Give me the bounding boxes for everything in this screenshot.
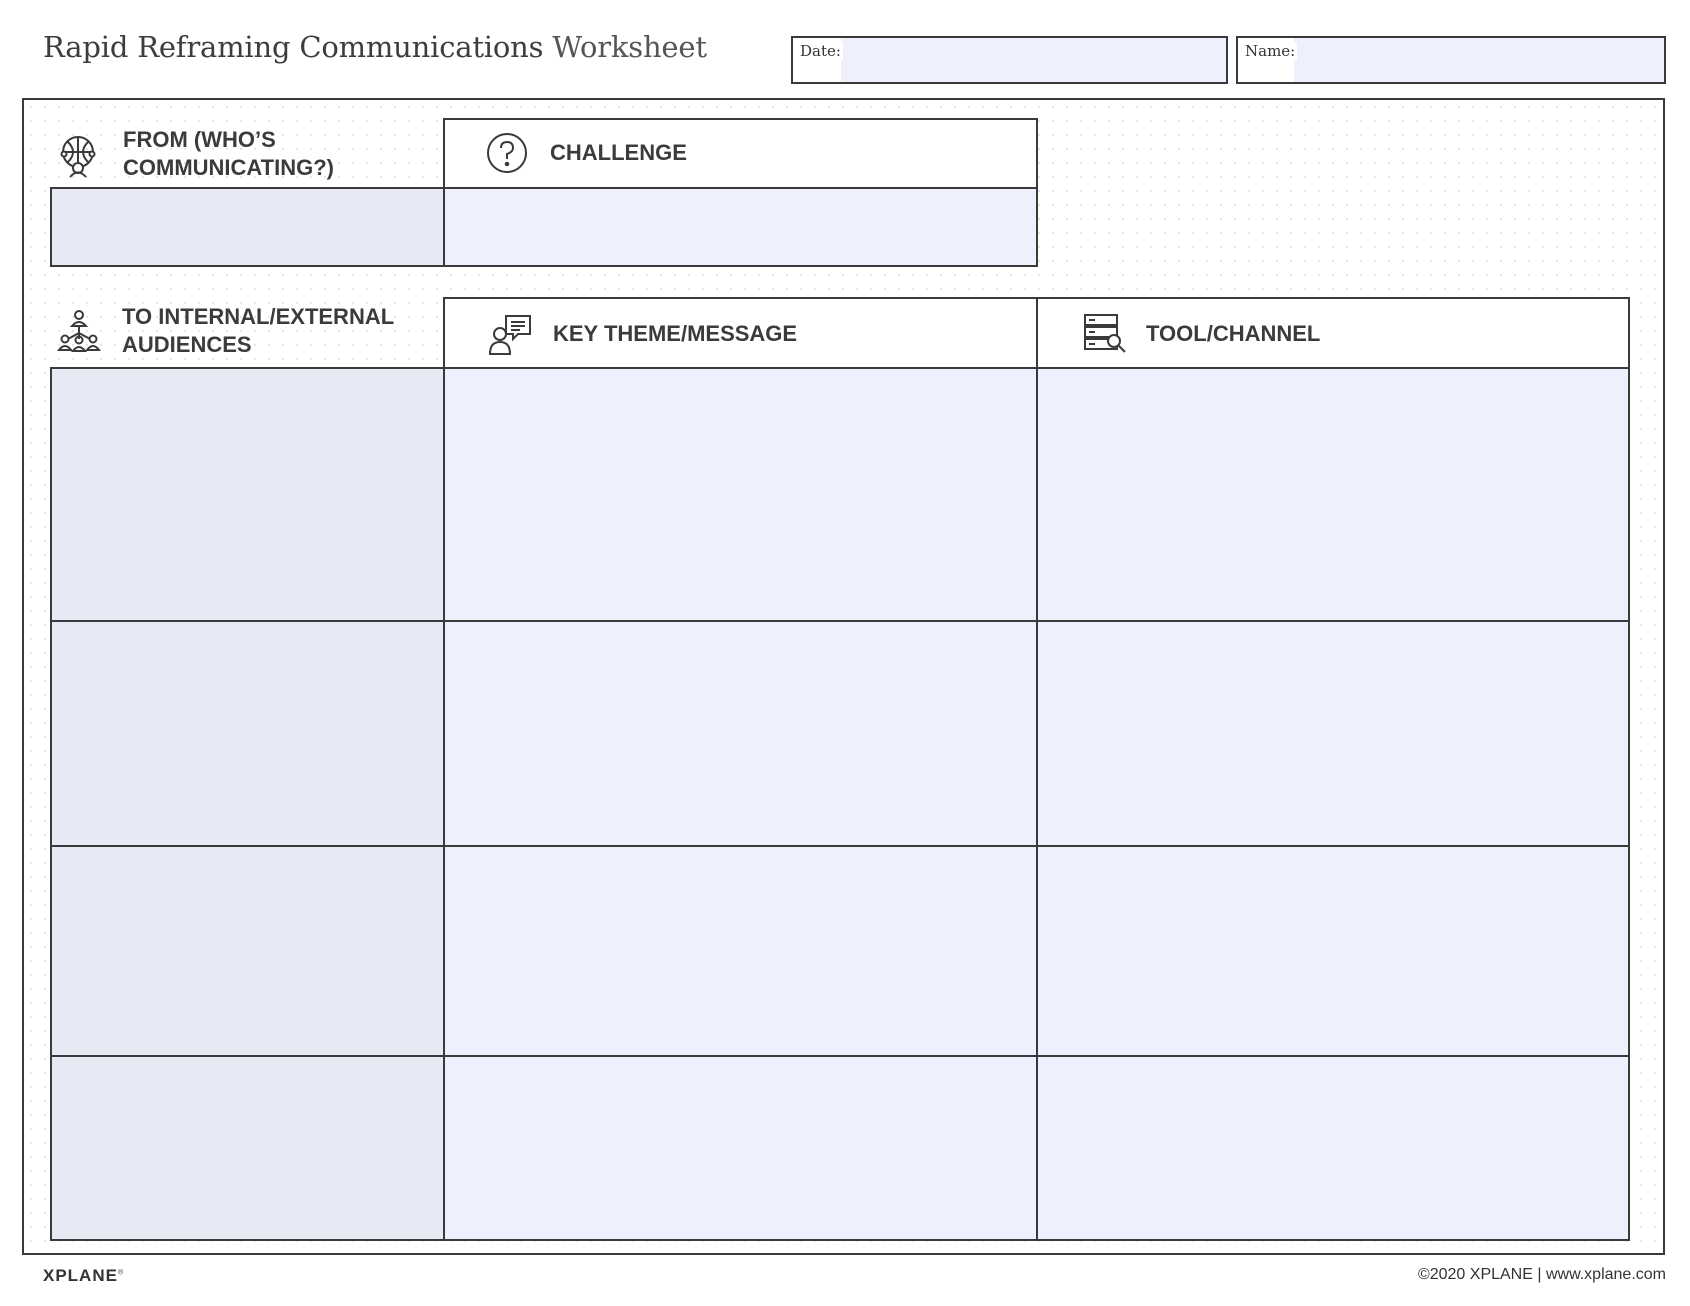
audience-input-4[interactable] (50, 1055, 445, 1241)
title-bold: Rapid Reframing Communications (43, 30, 544, 64)
audience-input-3[interactable] (50, 845, 445, 1057)
name-input-area[interactable] (1294, 38, 1664, 82)
challenge-header (443, 118, 1038, 189)
key-theme-input-1[interactable] (443, 367, 1038, 622)
audience-input-2[interactable] (50, 620, 445, 847)
tool-channel-input-2[interactable] (1036, 620, 1630, 847)
copyright-text: ©2020 XPLANE | www.xplane.com (1417, 1266, 1666, 1283)
name-label: Name: (1245, 42, 1296, 60)
audience-input-1[interactable] (50, 367, 445, 622)
tool-channel-input-1[interactable] (1036, 367, 1630, 622)
page-title (43, 30, 707, 64)
date-input-area[interactable] (841, 38, 1226, 82)
date-field[interactable] (791, 36, 1228, 84)
challenge-label: CHALLENGE (550, 140, 687, 165)
from-input[interactable] (50, 187, 445, 267)
xplane-logo: XPLANE® (43, 1266, 125, 1285)
key-theme-label: KEY THEME/MESSAGE (553, 321, 798, 346)
key-theme-input-3[interactable] (443, 845, 1038, 1057)
tool-channel-input-3[interactable] (1036, 845, 1630, 1057)
tool-channel-input-4[interactable] (1036, 1055, 1630, 1241)
question-circle-icon (486, 132, 528, 174)
from-label: FROM (WHO’S COMMUNICATING?) (123, 127, 334, 180)
tool-channel-label: TOOL/CHANNEL (1146, 321, 1321, 346)
key-theme-input-2[interactable] (443, 620, 1038, 847)
speech-bubble-person-icon (488, 314, 532, 356)
server-search-icon (1083, 313, 1127, 355)
key-theme-input-4[interactable] (443, 1055, 1038, 1241)
title-light: Worksheet (552, 30, 707, 64)
challenge-input[interactable] (443, 187, 1038, 267)
audiences-label: TO INTERNAL/EXTERNAL AUDIENCES (122, 304, 395, 357)
date-label: Date: (800, 42, 841, 60)
network-globe-icon (56, 134, 100, 178)
people-hierarchy-icon (57, 309, 101, 353)
name-field[interactable] (1236, 36, 1666, 84)
